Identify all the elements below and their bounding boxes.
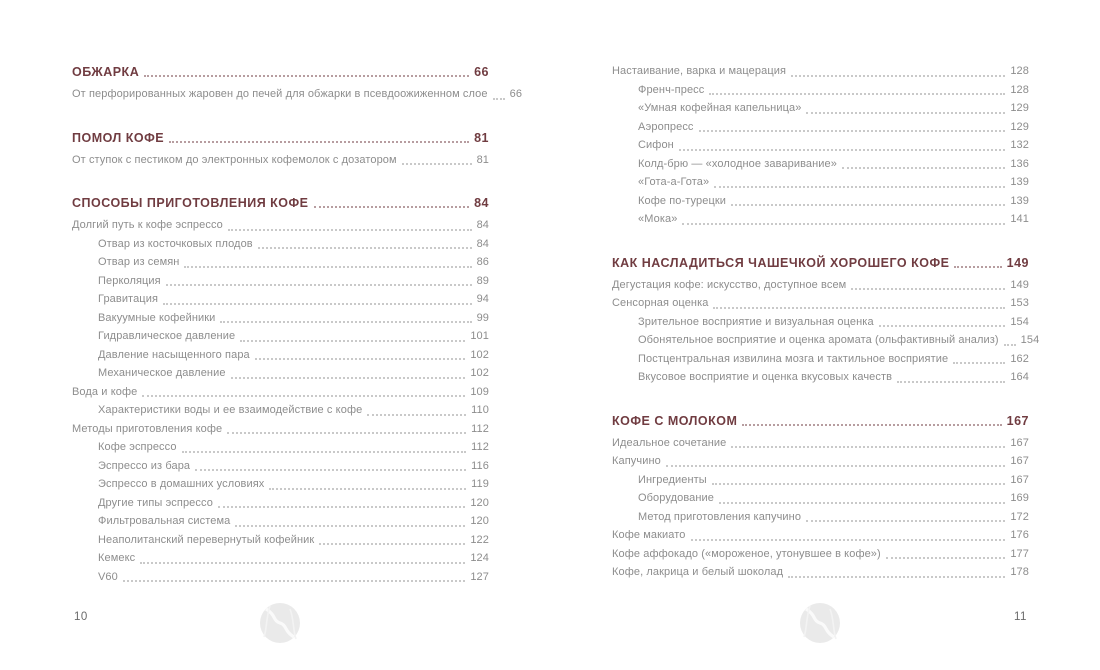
toc-entry-label: От ступок с пестиком до электронных кофемолок с дозатором	[72, 153, 397, 166]
toc-entry-label: Идеальное сочетание	[612, 436, 727, 449]
toc-heading-row	[612, 411, 1029, 431]
toc-page-number: 162	[1010, 352, 1029, 365]
toc-item-row	[612, 545, 1029, 564]
toc-page-number: 102	[470, 367, 489, 379]
toc-entry-label: Кофе эспрессо	[98, 441, 177, 453]
toc-heading-row	[612, 253, 1029, 273]
toc-item-row	[72, 235, 489, 254]
toc-entry-label: Гравитация	[98, 293, 158, 305]
toc-page-number: 102	[470, 348, 489, 361]
dot-leader	[1004, 344, 1016, 346]
toc-page-number: 66	[474, 65, 489, 79]
dot-leader	[235, 525, 465, 527]
toc-item-row	[72, 401, 489, 420]
toc-entry-label: Вкусовое восприятие и оценка вкусовых качеств	[638, 371, 893, 383]
toc-entry-label: Обонятельное восприятие и оценка аромата (ольфактивный анализ)	[638, 334, 999, 346]
toc-page-number: 81	[476, 153, 489, 166]
dot-leader	[314, 206, 470, 208]
toc-item-row	[72, 272, 489, 291]
toc-page-number: 164	[1010, 371, 1029, 383]
toc-entry-label: Колд-брю — «холодное заваривание»	[638, 157, 837, 170]
dot-leader	[666, 465, 1005, 467]
toc-item-row	[72, 531, 489, 550]
toc-item-row	[72, 457, 489, 476]
dot-leader	[184, 266, 471, 268]
toc-entry-label: Метод приготовления капучино	[638, 510, 802, 523]
dot-leader	[493, 98, 505, 100]
toc-item-row	[612, 81, 1029, 100]
dot-leader	[806, 520, 1005, 522]
toc-entry-label: «Умная кофейная капельница»	[638, 102, 802, 114]
toc-item-row	[612, 192, 1029, 211]
dot-leader	[144, 75, 469, 77]
toc-entry-label: КАК НАСЛАДИТЬСЯ ЧАШЕЧКОЙ ХОРОШЕГО КОФЕ	[612, 255, 950, 270]
toc-entry-label: Кофе макиато	[612, 529, 686, 541]
dot-leader	[123, 580, 465, 582]
dot-leader	[182, 451, 467, 453]
dot-leader	[712, 483, 1006, 485]
toc-page-number: 167	[1010, 473, 1029, 486]
dot-leader	[140, 562, 465, 564]
toc-page-number: 172	[1010, 510, 1029, 523]
dot-leader	[791, 75, 1005, 77]
toc-page-number: 154	[1020, 334, 1040, 346]
toc-page-number: 132	[1010, 139, 1029, 151]
toc-item-row	[612, 294, 1029, 313]
toc-item-row	[612, 508, 1029, 527]
toc-entry-label: Кофе по-турецки	[638, 194, 727, 207]
toc-entry-label: Гидравлическое давление	[98, 330, 236, 342]
toc-page-number: 89	[476, 274, 489, 287]
toc-item-row	[72, 549, 489, 568]
toc-entry-label: Перколяция	[98, 274, 161, 287]
toc-page-number: 120	[470, 496, 489, 509]
toc-item-row	[612, 434, 1029, 453]
dot-leader	[218, 506, 465, 508]
toc-entry-label: Отвар из косточковых плодов	[98, 237, 253, 250]
toc-item-row	[612, 471, 1029, 490]
toc-page-number: 84	[476, 237, 489, 250]
toc-entry-label: Неаполитанский перевернутый кофейник	[98, 533, 315, 546]
toc-entry-label: Френч-пресс	[638, 83, 705, 96]
toc-entry-label: ПОМОЛ КОФЕ	[72, 130, 165, 145]
toc-entry-label: Вакуумные кофейники	[98, 311, 216, 324]
toc-item-row	[72, 327, 489, 346]
toc-page-number: 119	[471, 478, 489, 490]
dot-leader	[709, 93, 1005, 95]
dot-leader	[851, 288, 1005, 290]
toc-entry-label: Постцентральная извилина мозга и тактильное восприятие	[638, 352, 949, 365]
toc-entry-label: Характеристики воды и ее взаимодействие с кофе	[98, 404, 363, 416]
dot-leader	[195, 469, 466, 471]
toc-entry-label: Дегустация кофе: искусство, доступное всем	[612, 278, 847, 291]
toc-item-row	[72, 216, 489, 235]
toc-entry-label: КОФЕ С МОЛОКОМ	[612, 413, 738, 428]
dot-leader	[731, 446, 1005, 448]
toc-item-row	[72, 475, 489, 494]
dot-leader	[842, 167, 1005, 169]
dot-leader	[714, 186, 1005, 188]
toc-entry-label: Долгий путь к кофе эспрессо	[72, 219, 223, 231]
toc-page-number: 84	[476, 219, 489, 231]
toc-page-number: 129	[1010, 102, 1029, 114]
toc-entry-label: Отвар из семян	[98, 256, 180, 268]
dot-leader	[169, 141, 469, 143]
toc-item-row	[612, 526, 1029, 545]
toc-page-number: 66	[509, 88, 523, 100]
dot-leader	[258, 247, 472, 249]
toc-entry-label: Кемекс	[98, 552, 136, 564]
toc-entry-label: Капучино	[612, 455, 661, 467]
toc-page-number: 149	[1006, 255, 1029, 270]
dot-leader	[231, 377, 466, 379]
toc-page-number: 101	[470, 330, 489, 342]
footer-page-number-right: 11	[1014, 611, 1027, 623]
toc-entry-label: Кофе, лакрица и белый шоколад	[612, 566, 784, 578]
dot-leader	[679, 149, 1006, 151]
toc-entry-label: Аэропресс	[638, 120, 694, 133]
dot-leader	[240, 340, 465, 342]
toc-item-row	[72, 346, 489, 365]
toc-page-number: 129	[1010, 120, 1029, 133]
toc-item-row	[72, 494, 489, 513]
dot-leader	[367, 414, 466, 416]
dot-leader	[953, 362, 1005, 364]
toc-page-number: 176	[1010, 529, 1029, 541]
toc-item-row	[612, 99, 1029, 118]
toc-page-number: 127	[470, 570, 489, 583]
dot-leader	[142, 395, 465, 397]
toc-entry-label: Оборудование	[638, 492, 715, 504]
toc-entry-label: ОБЖАРКА	[72, 65, 140, 79]
toc-page-number: 177	[1010, 547, 1029, 560]
toc-page-number: 139	[1010, 194, 1029, 207]
toc-entry-label: От перфорированных жаровен до печей для обжарки в псевдоожиженном слое	[72, 88, 488, 100]
toc-column-right	[612, 62, 1040, 582]
footer-page-number-left: 10	[74, 611, 88, 623]
toc-item-row	[72, 364, 489, 383]
dot-leader	[806, 112, 1005, 114]
toc-entry-label: Сифон	[638, 139, 674, 151]
toc-page-number: 116	[471, 459, 489, 472]
dot-leader	[269, 488, 466, 490]
toc-entry-label: Зрительное восприятие и визуальная оценка	[638, 315, 874, 328]
toc-entry-label: Эспрессо из бара	[98, 459, 191, 472]
toc-page-number: 86	[476, 256, 489, 268]
toc-entry-label: V60	[98, 570, 118, 583]
toc-page-number: 178	[1010, 566, 1029, 578]
toc-item-row	[612, 368, 1029, 387]
toc-page-number: 124	[470, 552, 489, 564]
toc-heading-row	[72, 193, 489, 213]
toc-item-row	[72, 85, 523, 104]
toc-page-number: 139	[1010, 176, 1029, 188]
dot-leader	[255, 358, 466, 360]
toc-page-number: 94	[476, 293, 489, 305]
dot-leader	[879, 325, 1006, 327]
toc-entry-label: Другие типы эспрессо	[98, 496, 213, 509]
toc-page-number: 136	[1010, 157, 1029, 170]
toc-entry-label: Фильтровальная система	[98, 515, 231, 527]
toc-entry-label: Давление насыщенного пара	[98, 348, 250, 361]
toc-item-row	[72, 420, 489, 439]
toc-entry-label: «Гота-а-Гота»	[638, 176, 710, 188]
toc-page-number: 167	[1010, 455, 1029, 467]
toc-item-row	[612, 155, 1029, 174]
dot-leader	[719, 502, 1005, 504]
toc-item-row	[612, 276, 1029, 295]
toc-page-number: 81	[474, 130, 489, 145]
toc-page-number: 128	[1010, 83, 1029, 96]
dot-leader	[228, 229, 472, 231]
toc-item-row	[72, 253, 489, 272]
toc-page-number: 120	[470, 515, 489, 527]
dot-leader	[954, 266, 1001, 268]
toc-item-row	[72, 568, 489, 587]
toc-item-row	[612, 331, 1040, 350]
toc-page-number: 99	[476, 311, 489, 324]
toc-page-number: 84	[474, 196, 489, 210]
toc-page-number: 153	[1010, 297, 1029, 309]
dot-leader	[682, 223, 1005, 225]
toc-item-row	[612, 350, 1029, 369]
toc-item-row	[72, 383, 489, 402]
toc-item-row	[612, 452, 1029, 471]
toc-page-number: 167	[1006, 413, 1029, 428]
toc-entry-label: Эспрессо в домашних условиях	[98, 478, 265, 490]
toc-entry-label: Кофе аффокадо («мороженое, утонувшее в кофе»)	[612, 547, 881, 560]
toc-entry-label: СПОСОБЫ ПРИГОТОВЛЕНИЯ КОФЕ	[72, 196, 309, 210]
toc-item-row	[612, 210, 1029, 229]
toc-item-row	[612, 173, 1029, 192]
dot-leader	[897, 381, 1005, 383]
toc-page-number: 110	[471, 404, 489, 416]
toc-entry-label: «Мока»	[638, 213, 678, 225]
toc-entry-label: Методы приготовления кофе	[72, 422, 223, 435]
toc-item-row	[612, 62, 1029, 81]
toc-entry-label: Настаивание, варка и мацерация	[612, 65, 787, 77]
dot-leader	[163, 303, 472, 305]
dot-leader	[166, 284, 472, 286]
toc-item-row	[612, 489, 1029, 508]
toc-column-left	[72, 62, 523, 586]
dot-leader	[402, 163, 472, 165]
toc-entry-label: Вода и кофе	[72, 385, 138, 398]
toc-page-number: 149	[1010, 278, 1029, 291]
toc-page-number: 109	[470, 385, 489, 398]
toc-page-number: 167	[1010, 436, 1029, 449]
toc-page-number: 128	[1010, 65, 1029, 77]
toc-page-number: 112	[471, 441, 489, 453]
toc-item-row	[72, 512, 489, 531]
coffee-bean-icon	[258, 601, 302, 645]
toc-item-row	[612, 313, 1029, 332]
dot-leader	[731, 204, 1005, 206]
toc-item-row	[612, 118, 1029, 137]
toc-page-number: 169	[1010, 492, 1029, 504]
dot-leader	[691, 539, 1006, 541]
toc-item-row	[72, 309, 489, 328]
toc-heading-row	[72, 128, 489, 148]
toc-entry-label: Ингредиенты	[638, 473, 707, 486]
toc-page-number: 112	[471, 422, 489, 435]
toc-page-number: 154	[1010, 315, 1029, 328]
dot-leader	[742, 424, 1001, 426]
toc-heading-row	[72, 62, 489, 82]
dot-leader	[699, 130, 1006, 132]
toc-item-row	[612, 136, 1029, 155]
dot-leader	[319, 543, 465, 545]
dot-leader	[713, 307, 1005, 309]
toc-item-row	[72, 290, 489, 309]
dot-leader	[886, 557, 1006, 559]
toc-entry-label: Сенсорная оценка	[612, 297, 709, 309]
toc-item-row	[612, 563, 1029, 582]
toc-item-row	[72, 151, 489, 170]
toc-page-number: 141	[1010, 213, 1029, 225]
dot-leader	[220, 321, 471, 323]
dot-leader	[227, 432, 466, 434]
toc-page-number: 122	[470, 533, 489, 546]
toc-item-row	[72, 438, 489, 457]
dot-leader	[788, 576, 1005, 578]
coffee-bean-icon	[798, 601, 842, 645]
toc-entry-label: Механическое давление	[98, 367, 226, 379]
